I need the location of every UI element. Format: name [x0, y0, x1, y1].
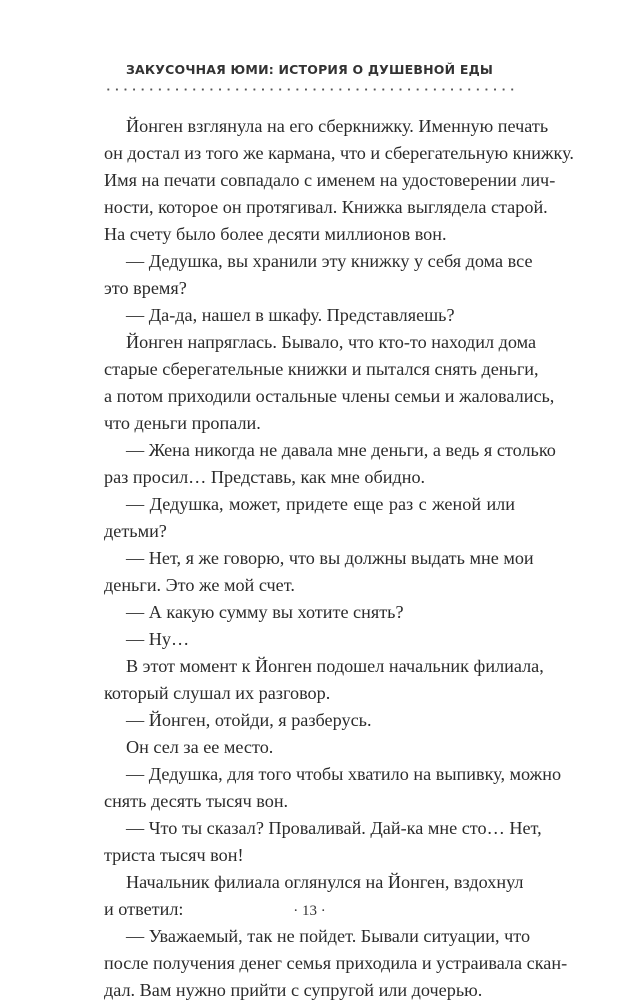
page-number: · 13 · [293, 903, 326, 919]
text-line: деньги. Это же мой счет. [104, 575, 295, 595]
text-line: — А какую сумму вы хотите снять? [126, 602, 404, 622]
text-line: — Дедушка, вы хранили эту книжку у себя дома все [126, 251, 533, 271]
text-line: Он сел за ее место. [126, 737, 274, 757]
text-line: детьми? [104, 521, 167, 541]
paragraph [104, 653, 544, 707]
text-line: — Ну… [126, 629, 190, 649]
paragraph [104, 626, 515, 653]
text-line: — Да-да, нашел в шкафу. Представляешь? [126, 305, 455, 325]
paragraph [104, 545, 534, 599]
text-line: и ответил: [104, 899, 184, 919]
text-line: дал. Вам нужно прийти с супругой или дочерью. [104, 980, 483, 1000]
text-line: На счету было более десяти миллионов вон. [104, 224, 447, 244]
paragraph [104, 437, 556, 491]
paragraph [104, 815, 542, 869]
text-line: триста тысяч вон! [104, 845, 244, 865]
paragraph [104, 761, 562, 815]
text-line: после получения денег семья приходила и устраивала скан- [104, 953, 568, 973]
paragraph [104, 923, 568, 1004]
text-line: ности, которое он протягивал. Книжка выглядела старой. [104, 197, 548, 217]
text-line: — Жена никогда не давала мне деньги, а ведь я столько [126, 440, 556, 460]
text-line: В этот момент к Йонген подошел начальник филиала, [126, 656, 544, 676]
paragraph [104, 113, 574, 248]
text-line: старые сберегательные книжки и пытался снять деньги, [104, 359, 539, 379]
text-line: который слушал их разговор. [104, 683, 331, 703]
text-line: Йонген взглянула на его сберкнижку. Именную печать [126, 116, 549, 136]
body-text [104, 113, 574, 1004]
text-line: — Нет, я же говорю, что вы должны выдать мне мои [126, 548, 534, 568]
running-header: ЗАКУСОЧНАЯ ЮМИ: ИСТОРИЯ О ДУШЕВНОЙ ЕДЫ [125, 62, 494, 77]
text-line: Имя на печати совпадало с именем на удостоверении лич- [104, 170, 556, 190]
paragraph [104, 302, 515, 329]
text-line: — Дедушка, для того чтобы хватило на выпивку, можно [126, 764, 562, 784]
text-line: снять десять тысяч вон. [104, 791, 289, 811]
text-line: — Дедушка, может, придете еще раз с женой или [126, 494, 515, 514]
paragraph [104, 734, 515, 761]
text-line: Йонген напряглась. Бывало, что кто-то находил дома [126, 332, 537, 352]
text-line: он достал из того же кармана, что и сберегательную книжку. [104, 143, 574, 163]
paragraph [104, 707, 515, 734]
text-line: — Йонген, отойди, я разберусь. [126, 710, 372, 730]
dotted-divider [104, 88, 516, 91]
paragraph [104, 248, 533, 302]
paragraph [104, 599, 515, 626]
text-line: Начальник филиала оглянулся на Йонген, вздохнул [126, 872, 524, 892]
text-line: — Уважаемый, так не пойдет. Бывали ситуации, что [126, 926, 531, 946]
paragraph [104, 491, 515, 545]
text-line: раз просил… Представь, как мне обидно. [104, 467, 426, 487]
text-line: а потом приходили остальные члены семьи и жаловались, [104, 386, 555, 406]
text-line: — Что ты сказал? Проваливай. Дай-ка мне сто… Нет, [126, 818, 542, 838]
text-line: что деньги пропали. [104, 413, 261, 433]
paragraph [104, 329, 555, 437]
text-line: это время? [104, 278, 187, 298]
